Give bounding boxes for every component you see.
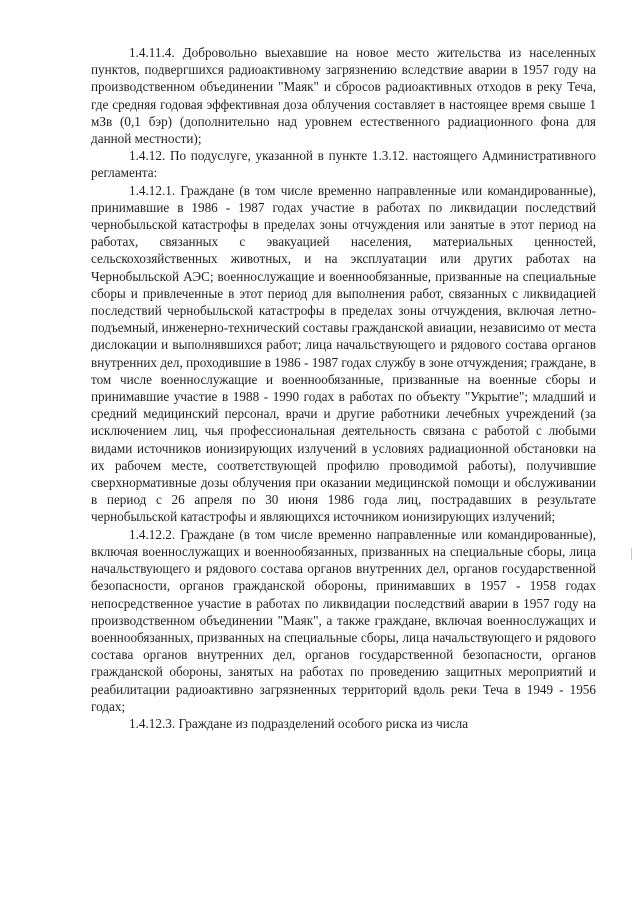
paragraph-1-4-11-4: 1.4.11.4. Добровольно выехавшие на новое место жительства из населенных пунктов, подвергшихся радиоактивному загрязнению вследствие аварии в 1957 году на производственном объединении "Маяк" и сбросов радиоактивных отходов в реку Теча, где средняя годовая эффективная доза облучения составляет в настоящее время свыше 1 мЗв (0,1 бэр) (дополнительно над уровнем естественного радиационного фона для данной местности);	[91, 45, 596, 147]
scan-edge-mark	[631, 548, 632, 560]
paragraph-1-4-12-2: 1.4.12.2. Граждане (в том числе временно направленные или командированные), включая военнослужащих и военнообязанных, призванных на специальные сборы, лица начальствующего и рядового состава органов внутренних дел, органов государственной безопасности, органов гражданской обороны, принимавших в 1957 - 1958 годах непосредственное участие в работах по ликвидации последствий аварии в 1957 году на производственном объединении "Маяк", а также граждане, включая военнослужащих и военнообязанных, призванных на специальные сборы, лица начальствующего и рядового состава органов внутренних дел, органов государственной безопасности, органов гражданской обороны, занятых на работах по проведению защитных мероприятий и реабилитации радиоактивно загрязненных территорий вдоль реки Теча в 1949 - 1956 годах;	[91, 526, 596, 714]
paragraph-1-4-12: 1.4.12. По подуслуге, указанной в пункте 1.3.12. настоящего Административного регламента:	[91, 148, 596, 181]
document-page	[91, 44, 596, 732]
paragraph-1-4-12-3: 1.4.12.3. Граждане из подразделений особого риска из числа	[129, 715, 469, 731]
paragraph-1-4-12-1: 1.4.12.1. Граждане (в том числе временно направленные или командированные), принимавшие в 1986 - 1987 годах участие в работах по ликвидации последствий чернобыльской катастрофы в пределах зоны отчуждения или занятые в этот период на работах, связанных с эвакуацией населения, материальных ценностей, сельскохозяйственных животных, и на эксплуатации или других работах на Чернобыльской АЭС; военнослужащие и военнообязанные, призванные на специальные сборы и привлеченные в этот период для выполнения работ, связанных с ликвидацией последствий чернобыльской катастрофы в пределах зоны отчуждения, включая летно-подъемный, инженерно-технический составы гражданской авиации, независимо от места дислокации и выполнявшихся работ; лица начальствующего и рядового состава органов внутренних дел, проходившие в 1986 - 1987 годах службу в зоне отчуждения; граждане, в том числе военнослужащие и военнообязанные, призванные на военные сборы и принимавшие участие в 1988 - 1990 годах в работах по объекту "Укрытие"; младший и средний медицинский персонал, врачи и другие работники лечебных учреждений (за исключением лиц, чья профессиональная деятельность связана с работой с любыми видами источников ионизирующих излучений в условиях радиационной обстановки на их рабочем месте, соответствующей профилю проводимой работы), получившие сверхнормативные дозы облучения при оказании медицинской помощи и обслуживании в период с 26 апреля по 30 июня 1986 года лиц, пострадавших в результате чернобыльской катастрофы и являющихся источником ионизирующих излучений;	[91, 182, 596, 525]
